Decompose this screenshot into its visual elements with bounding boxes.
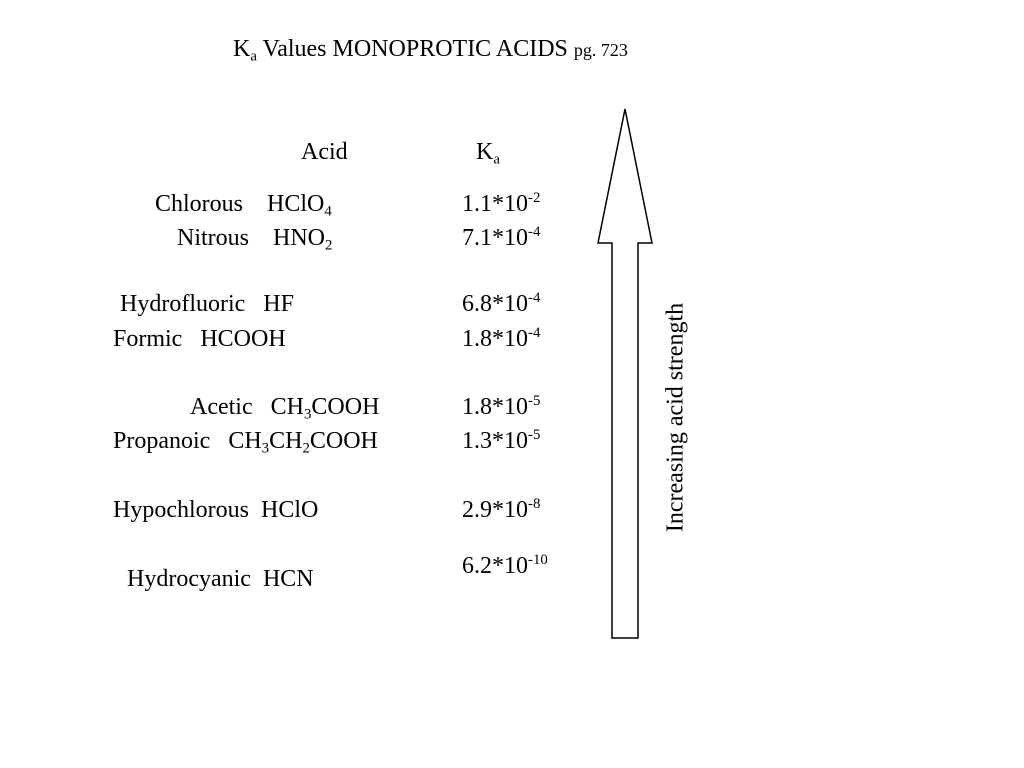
acid-formula [261,497,318,523]
acid-row-nitrous [177,224,332,252]
ka-base: 2.9*10 [462,497,528,523]
acid-name: Chlorous [155,191,244,217]
ka-base: 1.8*10 [462,326,528,352]
formula-subscript: 2 [325,237,333,254]
ka-value [462,325,540,353]
acid-name: Propanoic [113,428,211,454]
acid-row-formic [113,325,286,353]
acid-row-acetic [190,393,379,421]
ka-exponent: -10 [528,552,548,569]
title-k-sub: a [250,48,257,65]
formula-part: HCOOH [200,326,286,352]
page-title [233,36,628,63]
ka-exponent: -4 [528,224,541,241]
ka-exponent: -8 [528,496,541,513]
ka-value [462,190,540,218]
acid-name: Hydrofluoric [120,291,246,317]
acid-row-hydrocyanic [127,565,314,593]
ka-exponent: -5 [528,427,541,444]
arrow-label: Increasing acid strength [662,302,689,533]
ka-value [462,552,548,580]
acid-formula [270,394,380,423]
formula-part: COOH [311,394,380,420]
ka-value [462,427,540,455]
formula-part: HNO [273,225,325,251]
formula-part: COOH [309,428,378,454]
formula-subscript: 2 [302,440,310,457]
acid-formula [273,225,333,254]
acid-row-propanoic [113,427,378,455]
acid-row-hydrofluoric [120,290,294,318]
acid-formula [200,326,285,352]
ka-base: 6.2*10 [462,553,528,579]
formula-part: HClO [260,497,319,523]
ka-base: 6.8*10 [462,291,528,317]
formula-subscript: 4 [324,203,332,220]
ka-column-header [476,139,500,166]
ka-exponent: -4 [528,325,541,342]
acid-formula [267,191,332,220]
ka-exponent: -2 [528,190,541,207]
title-page-ref: pg. 723 [573,40,628,60]
formula-part: CH [228,428,262,454]
acid-name: Formic [113,326,183,352]
ka-header-sub: a [493,151,500,168]
formula-part: HF [263,291,294,317]
acid-column-header: Acid [301,139,348,165]
acid-formula [228,428,378,457]
formula-part: CH [270,394,304,420]
ka-exponent: -5 [528,393,541,410]
acid-row-chlorous [155,190,332,218]
title-text: Values MONOPROTIC ACIDS [256,36,574,62]
formula-subscript: 3 [303,406,312,423]
ka-base: 1.3*10 [462,428,528,454]
formula-subscript: 3 [261,440,270,457]
ka-value [462,224,540,252]
ka-exponent: -4 [528,290,541,307]
acid-formula [263,291,294,317]
acid-row-hypochlorous [113,496,318,524]
ka-base: 1.8*10 [462,394,528,420]
ka-base: 7.1*10 [462,225,528,251]
ka-header-k: K [476,139,494,165]
formula-part: HClO [267,191,325,217]
formula-part: HCN [262,566,314,592]
acid-name: Hypochlorous [113,497,249,523]
ka-base: 1.1*10 [462,191,528,217]
ka-value [462,496,540,524]
ka-value [462,393,540,421]
formula-part: CH [269,428,303,454]
acid-name: Hydrocyanic [127,566,251,592]
acid-name: Nitrous [177,225,249,251]
title-k: K [233,36,251,62]
acid-name: Acetic [190,394,253,420]
ka-value [462,290,540,318]
up-arrow-icon [590,104,660,644]
acid-formula [263,566,314,592]
